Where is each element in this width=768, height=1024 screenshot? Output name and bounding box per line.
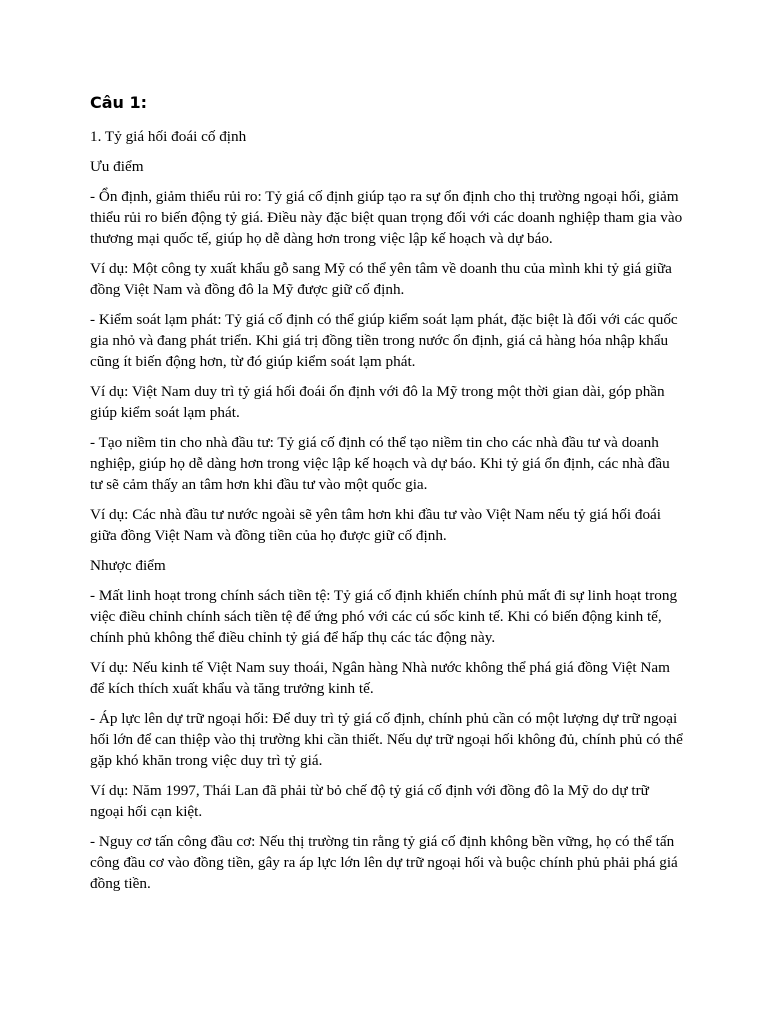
disadvantage-monetary-example: Ví dụ: Nếu kinh tế Việt Nam suy thoái, Ngân hàng Nhà nước không thể phá giá đồng Việt Nam để kích thích xuất khẩu và tăng trưởng kinh tế.: [90, 659, 670, 697]
disadvantages-title: Nhược điểm: [90, 557, 166, 574]
document-page: [90, 92, 684, 903]
advantage-stability: - Ổn định, giảm thiểu rủi ro: Tỷ giá cố định giúp tạo ra sự ổn định cho thị trường ngoại hối, giảm thiểu rủi ro biến động tỷ giá. Điều này đặc biệt quan trọng đối với các doanh nghiệp tham gia vào thương mại quốc tế, giúp họ dễ dàng hơn trong việc lập kế hoạch và dự báo.: [90, 188, 683, 247]
question-heading: Câu 1:: [90, 93, 148, 112]
disadvantage-reserve-example: Ví dụ: Năm 1997, Thái Lan đã phải từ bỏ chế độ tỷ giá cố định với đồng đô la Mỹ do dự trữ ngoại hối cạn kiệt.: [90, 782, 649, 820]
advantages-title: Ưu điểm: [90, 158, 144, 175]
disadvantage-monetary-flexibility: - Mất linh hoạt trong chính sách tiền tệ: Tỷ giá cố định khiến chính phủ mất đi sự linh hoạt trong việc điều chỉnh chính sách tiền tệ để ứng phó với các cú sốc kinh tế. Khi có biến động kinh tế, chính phủ không thể điều chỉnh tỷ giá để hấp thụ các tác động này.: [90, 587, 678, 646]
advantage-investor-example: Ví dụ: Các nhà đầu tư nước ngoài sẽ yên tâm hơn khi đầu tư vào Việt Nam nếu tỷ giá hối đoái giữa đồng Việt Nam và đồng tiền của họ được giữ cố định.: [90, 506, 662, 544]
advantage-inflation-control: - Kiểm soát lạm phát: Tỷ giá cố định có thể giúp kiểm soát lạm phát, đặc biệt là đối với các quốc gia nhỏ và đang phát triển. Khi giá trị đồng tiền trong nước ổn định, giá cả hàng hóa nhập khẩu cũng ít biến động hơn, từ đó giúp kiểm soát lạm phát.: [90, 311, 678, 370]
section-title: 1. Tỷ giá hối đoái cố định: [90, 128, 247, 145]
advantage-inflation-example: Ví dụ: Việt Nam duy trì tỷ giá hối đoái ổn định với đô la Mỹ trong một thời gian dài, góp phần giúp kiểm soát lạm phát.: [90, 383, 665, 421]
advantage-investor-confidence: - Tạo niềm tin cho nhà đầu tư: Tỷ giá cố định có thể tạo niềm tin cho các nhà đầu tư và doanh nghiệp, giúp họ dễ dàng hơn trong việc lập kế hoạch và dự báo. Khi tỷ giá ổn định, các nhà đầu tư sẽ cảm thấy an tâm hơn khi đầu tư vào một quốc gia.: [90, 434, 670, 493]
disadvantage-speculative-attack: - Nguy cơ tấn công đầu cơ: Nếu thị trường tin rằng tỷ giá cố định không bền vững, họ có thể tấn công đầu cơ vào đồng tiền, gây ra áp lực lớn lên dự trữ ngoại hối và buộc chính phủ phải phá giá đồng tiền.: [90, 833, 678, 892]
disadvantage-reserve-pressure: - Áp lực lên dự trữ ngoại hối: Để duy trì tỷ giá cố định, chính phủ cần có một lượng dự trữ ngoại hối lớn để can thiệp vào thị trường khi cần thiết. Nếu dự trữ ngoại hối không đủ, chính phủ có thể gặp khó khăn trong việc duy trì tỷ giá.: [90, 710, 683, 769]
advantage-stability-example: Ví dụ: Một công ty xuất khẩu gỗ sang Mỹ có thể yên tâm về doanh thu của mình khi tỷ giá giữa đồng Việt Nam và đồng đô la Mỹ được giữ cố định.: [90, 260, 672, 298]
